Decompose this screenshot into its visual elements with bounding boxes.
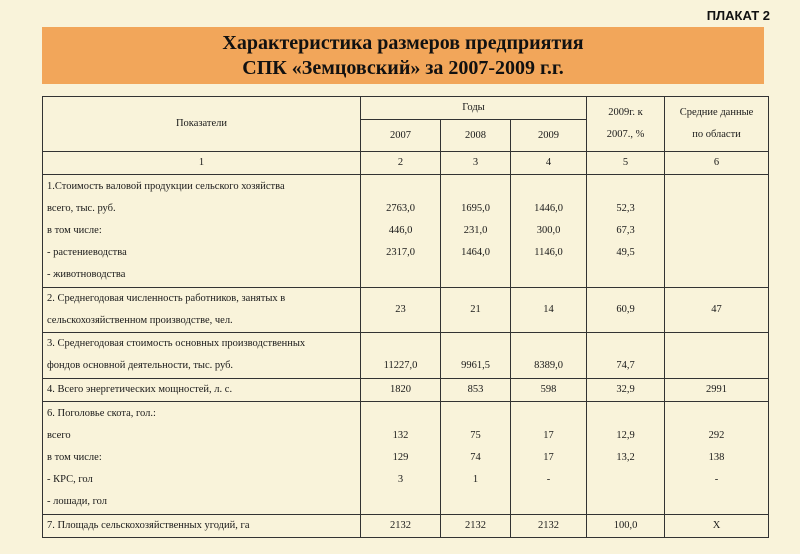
header-2008: 2008	[441, 120, 511, 152]
cell-2007: 1820	[361, 378, 441, 401]
cell-2008: 1695,0 231,0 1464,0	[441, 175, 511, 288]
header-ratio: 2009г. к 2007., %	[587, 97, 665, 152]
cell-2007: 2132	[361, 514, 441, 537]
cell-region	[665, 175, 769, 288]
title-banner	[42, 27, 764, 84]
cell-region	[665, 333, 769, 379]
table-row	[43, 175, 769, 288]
col-num-1: 1	[43, 152, 361, 175]
col-num-2: 2	[361, 152, 441, 175]
row-label: 2. Среднегодовая численность работников, занятых в сельскохозяйственном производстве, чел.	[43, 287, 361, 333]
cell-ratio: 52,3 67,3 49,5	[587, 175, 665, 288]
col-num-5: 5	[587, 152, 665, 175]
enterprise-size-table	[42, 96, 769, 538]
cell-ratio: 100,0	[587, 514, 665, 537]
cell-2009: 598	[511, 378, 587, 401]
header-2009: 2009	[511, 120, 587, 152]
cell-2009: 14	[511, 287, 587, 333]
col-num-4: 4	[511, 152, 587, 175]
cell-2009: 8389,0	[511, 333, 587, 379]
cell-ratio: 32,9	[587, 378, 665, 401]
cell-region: Х	[665, 514, 769, 537]
poster-label: ПЛАКАТ 2	[706, 8, 770, 23]
cell-2007: 11227,0	[361, 333, 441, 379]
row-label: 4. Всего энергетических мощностей, л. с.	[43, 378, 361, 401]
cell-2008: 75 74 1	[441, 402, 511, 515]
row-label: 7. Площадь сельскохозяйственных угодий, га	[43, 514, 361, 537]
row-label: 6. Поголовье скота, гол.: всего в том числе: - КРС, гол - лошади, гол	[43, 402, 361, 515]
cell-2007: 2763,0 446,0 2317,0	[361, 175, 441, 288]
row-label: 3. Среднегодовая стоимость основных производственных фондов основной деятельности, тыс. руб.	[43, 333, 361, 379]
cell-2008: 21	[441, 287, 511, 333]
cell-ratio: 12,9 13,2	[587, 402, 665, 515]
column-number-row	[43, 152, 769, 175]
table-row	[43, 333, 769, 379]
title-line-1: Характеристика размеров предприятия	[222, 31, 584, 54]
table-row	[43, 514, 769, 537]
table-row	[43, 287, 769, 333]
header-2007: 2007	[361, 120, 441, 152]
title-line-2: СПК «Земцовский» за 2007-2009 г.г.	[242, 56, 564, 79]
cell-ratio: 74,7	[587, 333, 665, 379]
cell-2007: 23	[361, 287, 441, 333]
header-years: Годы	[361, 97, 587, 120]
cell-2008: 853	[441, 378, 511, 401]
cell-2007: 132 129 3	[361, 402, 441, 515]
cell-region: 47	[665, 287, 769, 333]
col-num-6: 6	[665, 152, 769, 175]
cell-2009: 2132	[511, 514, 587, 537]
cell-region: 292 138 -	[665, 402, 769, 515]
col-num-3: 3	[441, 152, 511, 175]
header-indicators: Показатели	[43, 97, 361, 152]
cell-2009: 17 17 -	[511, 402, 587, 515]
row-label: 1.Стоимость валовой продукции сельского хозяйства всего, тыс. руб. в том числе: - растениеводства - животноводства	[43, 175, 361, 288]
cell-2008: 2132	[441, 514, 511, 537]
cell-region: 2991	[665, 378, 769, 401]
cell-2009: 1446,0 300,0 1146,0	[511, 175, 587, 288]
header-region: Средние данные по области	[665, 97, 769, 152]
cell-ratio: 60,9	[587, 287, 665, 333]
table-row	[43, 378, 769, 401]
cell-2008: 9961,5	[441, 333, 511, 379]
table-row	[43, 402, 769, 515]
